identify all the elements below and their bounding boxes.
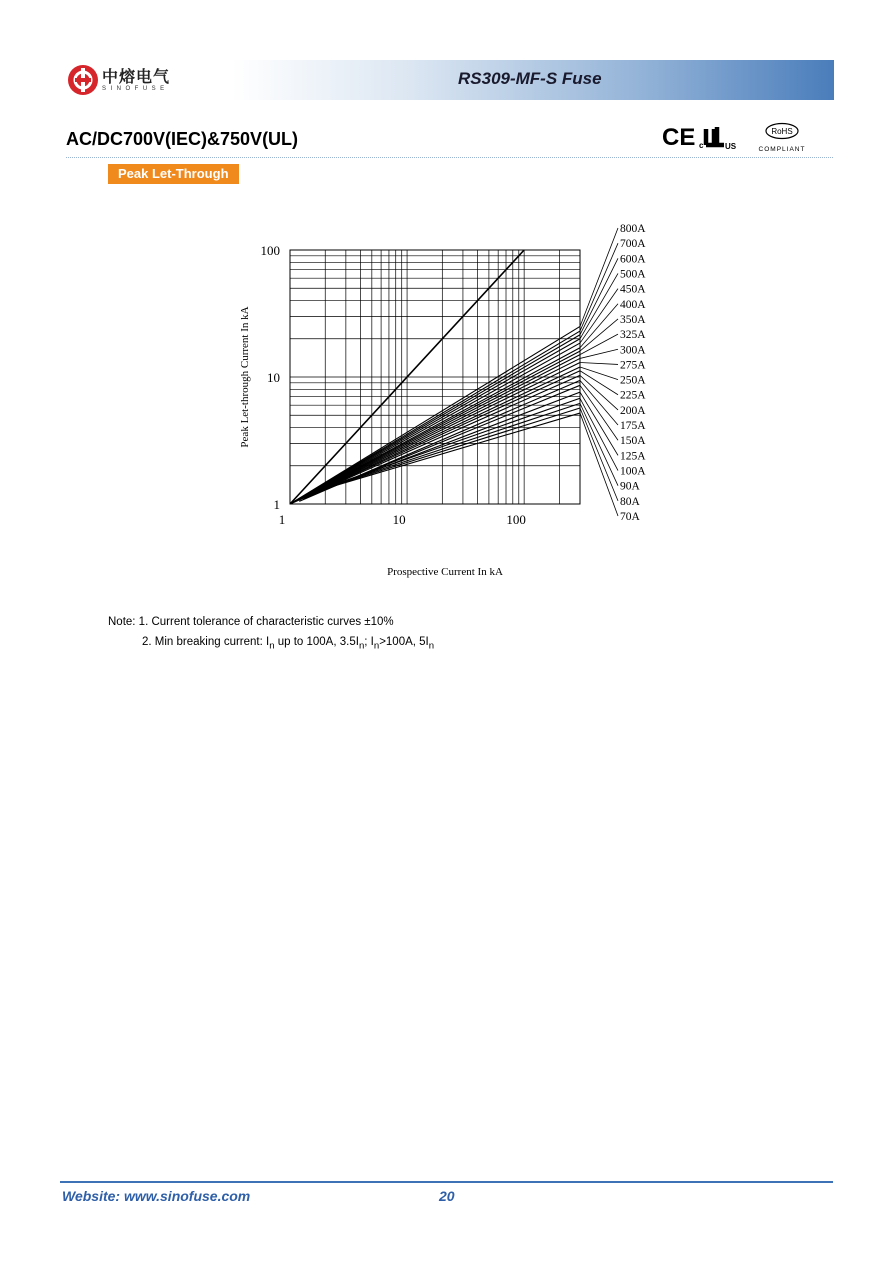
rohs-compliant-label: COMPLIANT [758,146,806,153]
y-tick-label: 100 [260,243,280,258]
leader-line-100A [580,398,618,470]
legend-label-350A: 350A [620,313,646,326]
notes [108,612,434,656]
legend-label-325A: 325A [620,329,646,342]
leader-line-150A [580,385,618,440]
section-label: Peak Let-Through [108,164,239,184]
legend-label-300A: 300A [620,344,646,357]
page-number: 20 [439,1188,455,1204]
legend-label-400A: 400A [620,298,646,311]
series-line-300A [290,358,580,504]
leader-line-325A [580,334,618,355]
legend-label-200A: 200A [620,404,646,417]
footer-website: Website: www.sinofuse.com [62,1188,251,1204]
legend-label-90A: 90A [620,480,640,493]
leader-line-70A [580,413,618,516]
legend-label-500A: 500A [620,268,646,281]
legend-label-600A: 600A [620,253,646,266]
page-heading: AC/DC700V(IEC)&750V(UL) [66,129,299,149]
leader-line-800A [580,228,618,326]
footer-divider [60,1181,833,1183]
leader-line-125A [580,392,618,455]
ul-us-label: US [725,142,737,151]
leader-line-300A [580,349,618,358]
legend-label-150A: 150A [620,435,646,448]
brand-name-cn: 中熔电气 [102,67,171,86]
chart-legend [580,223,646,523]
y-tick-label: 1 [273,497,280,512]
legend-label-250A: 250A [620,374,646,387]
legend-label-175A: 175A [620,420,646,433]
peak-let-through-chart [230,220,670,585]
leader-line-700A [580,243,618,331]
legend-label-70A: 70A [620,511,640,523]
leader-line-200A [580,375,618,410]
ul-c-label: c [699,141,704,150]
series-line-275A [290,363,580,504]
leader-line-90A [580,403,618,485]
legend-label-450A: 450A [620,283,646,296]
legend-label-700A: 700A [620,238,646,251]
legend-label-225A: 225A [620,389,646,402]
certification-marks [662,121,812,155]
ce-mark-icon: CE [662,124,696,151]
leader-line-225A [580,371,618,395]
series-line-450A [290,343,580,504]
note-1: Note: 1. Current tolerance of characteristic curves ±10% [108,616,394,628]
brand-name-en: SINOFUSE [102,86,169,92]
legend-label-80A: 80A [620,495,640,508]
x-axis-label: Prospective Current In kA [387,566,503,578]
rohs-label: RoHS [771,127,793,136]
y-axis-label: Peak Let-through Current In kA [239,306,251,448]
leader-line-275A [580,363,618,365]
leader-line-80A [580,408,618,501]
x-tick-label: 100 [506,512,526,527]
legend-label-800A: 800A [620,223,646,235]
note-2: 2. Min breaking current: $I_n$ up to 100A, $3.5I_n$; $I_n>100A$, $5I_n$ [142,636,435,652]
chart-ticks [261,243,526,527]
leader-line-400A [580,304,618,348]
leader-line-500A [580,273,618,338]
leader-line-250A [580,367,618,380]
series-line-225A [290,371,580,504]
legend-label-100A: 100A [620,465,646,478]
legend-label-275A: 275A [620,359,646,372]
y-tick-label: 10 [267,370,280,385]
ul-recognized-icon [706,127,724,145]
legend-label-125A: 125A [620,450,646,463]
leader-line-175A [580,380,618,425]
x-tick-label: 1 [278,512,286,527]
heading-divider [66,157,833,158]
document-title: RS309-MF-S Fuse [458,69,602,88]
x-tick-label: 10 [392,512,406,527]
